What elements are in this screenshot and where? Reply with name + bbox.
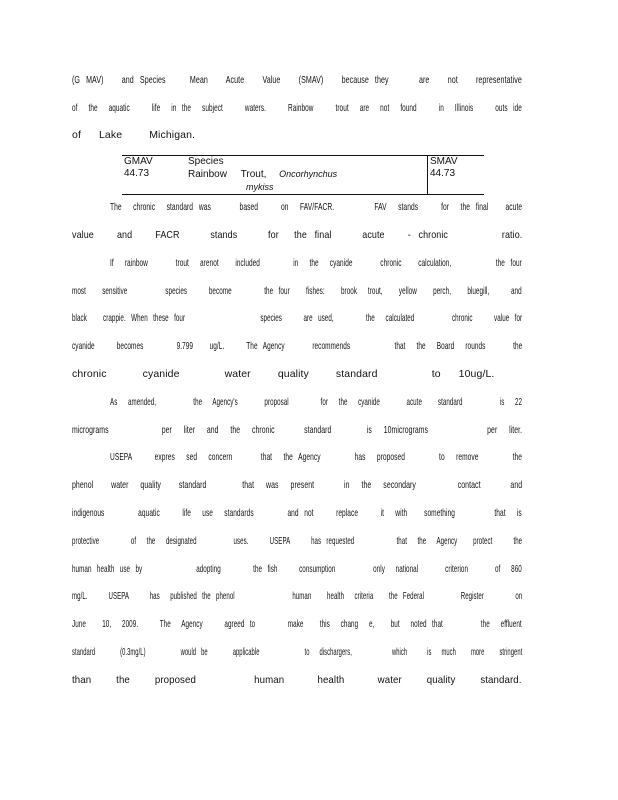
text-line: most sensitive species become the four fishes: brook trout, yellow perch, bluegill, and bbox=[72, 285, 522, 297]
header-species: Species bbox=[186, 156, 428, 169]
text-line: (G MAV) and Species Mean Acute Value (SMAV) because they are not representative bbox=[72, 74, 522, 86]
text-line: mg/L. USEPA has published the phenol human health criteria the Federal Register on bbox=[72, 590, 523, 602]
species-epithet: mykiss bbox=[246, 182, 274, 192]
species-genus: Oncorhynchus bbox=[279, 169, 338, 179]
text-line: value and FACR stands for the final acute - chronic ratio. bbox=[72, 229, 523, 241]
text-line: of Lake Michigan. bbox=[72, 129, 196, 141]
table-header-row bbox=[122, 156, 484, 169]
gmav-smav-table bbox=[122, 155, 484, 195]
species-common-name: Rainbow Trout, bbox=[188, 169, 267, 180]
text-line: of the aquatic life in the subject waters. Rainbow trout are not found in Illinois outs ide bbox=[72, 102, 522, 114]
text-line: cyanide becomes 9.799 ug/L. The Agency recommends that the Board rounds the bbox=[72, 340, 523, 352]
text-line: black crappie. When these four species are used, the calculated chronic value for bbox=[72, 312, 523, 324]
table-row bbox=[122, 168, 484, 195]
cell-gmav: 44.73 bbox=[122, 168, 186, 195]
text-line: phenol water quality standard that was present in the secondary contact and bbox=[72, 479, 523, 491]
cell-species bbox=[186, 168, 428, 195]
text-line: micrograms per liter and the chronic standard is 10micrograms per liter. bbox=[72, 424, 523, 436]
cell-smav: 44.73 bbox=[428, 168, 485, 195]
text-line: than the proposed human health water quality standard. bbox=[72, 674, 522, 686]
text-line: The chronic standard was based on FAV/FACR. FAV stands for the final acute bbox=[110, 201, 523, 213]
text-line: June 10, 2009. The Agency agreed to make this chang e, but noted that the effluent bbox=[72, 618, 522, 630]
text-line: As amended, the Agency's proposal for the cyanide acute standard is 22 bbox=[110, 396, 523, 408]
text-line: USEPA expres sed concern that the Agency has proposed to remove the bbox=[110, 451, 522, 463]
text-line: standard (0.3mg/L) would be applicable to dischargers, which is much more stringent bbox=[72, 646, 523, 658]
text-line: If rainbow trout arenot included in the cyanide chronic calculation, the four bbox=[110, 257, 522, 269]
header-smav: SMAV bbox=[428, 156, 485, 169]
text-line: protective of the designated uses. USEPA has requested that the Agency protect the bbox=[72, 535, 523, 547]
text-line: human health use by adopting the fish consumption only national criterion of 860 bbox=[72, 563, 522, 575]
text-line: indigenous aquatic life use standards and not replace it with something that is bbox=[72, 507, 522, 519]
header-gmav: GMAV bbox=[122, 156, 186, 169]
text-line: chronic cyanide water quality standard to 10ug/L. bbox=[72, 368, 495, 380]
